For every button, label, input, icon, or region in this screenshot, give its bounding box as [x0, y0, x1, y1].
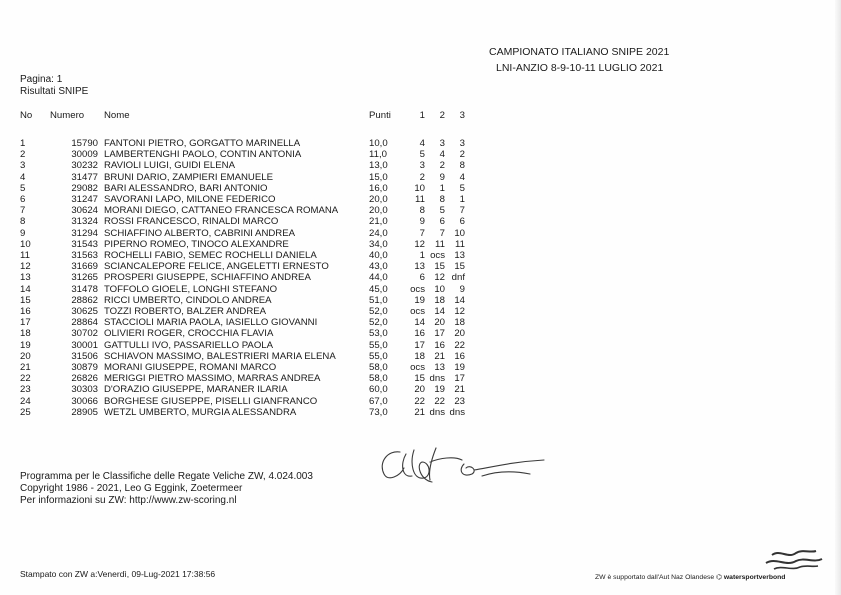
- program-info: [20, 471, 313, 507]
- cell-punti: 34,0: [369, 238, 388, 250]
- cell-numero: 30303: [71, 384, 98, 396]
- cell-punti: 53,0: [369, 328, 388, 340]
- program-line: Programma per le Classifiche delle Regate Veliche ZW, 4.024.003: [20, 471, 313, 482]
- table-row: [20, 295, 465, 306]
- cell-punti: 67,0: [369, 395, 388, 407]
- cell-punti: 24,0: [369, 227, 388, 239]
- table-row: [20, 373, 465, 384]
- cell-race-2: dns: [429, 406, 445, 418]
- cell-race-3: 7: [459, 205, 465, 217]
- cell-race-2: 18: [434, 294, 445, 306]
- cell-punti: 52,0: [369, 306, 388, 318]
- table-row: [20, 328, 465, 339]
- handwritten-signature: [370, 440, 550, 490]
- cell-race-2: 17: [434, 328, 445, 340]
- cell-race-1: 11: [415, 194, 425, 206]
- cell-race-1: ocs: [410, 306, 425, 318]
- cell-no: 6: [20, 194, 26, 206]
- cell-race-3: 6: [459, 216, 465, 228]
- cell-numero: 31478: [71, 283, 98, 295]
- cell-race-1: 22: [414, 395, 425, 407]
- col-header-no: No: [20, 110, 33, 121]
- table-row: [20, 149, 465, 160]
- cell-race-1: 18: [414, 350, 425, 362]
- cell-race-3: dns: [449, 406, 465, 418]
- cell-nome: BRUNI DARIO, ZAMPIERI EMANUELE: [104, 171, 273, 183]
- cell-race-1: 5: [419, 149, 425, 161]
- table-row: [20, 228, 465, 239]
- cell-numero: 29082: [71, 182, 98, 194]
- cell-race-2: 4: [439, 149, 445, 161]
- cell-numero: 31669: [71, 261, 98, 273]
- cell-nome: SCIANCALEPORE FELICE, ANGELETTI ERNESTO: [104, 261, 329, 273]
- cell-race-2: 2: [439, 160, 445, 172]
- results-table: [20, 110, 465, 418]
- col-header-nome: Nome: [104, 110, 130, 121]
- cell-no: 2: [20, 149, 26, 161]
- cell-nome: WETZL UMBERTO, MURGIA ALESSANDRA: [104, 406, 297, 418]
- cell-no: 1: [20, 138, 26, 149]
- cell-no: 22: [20, 373, 31, 385]
- table-header-row: [20, 110, 465, 128]
- cell-race-3: 12: [454, 306, 465, 318]
- cell-race-1: 14: [414, 317, 425, 329]
- cell-race-3: 1: [459, 194, 465, 206]
- cell-numero: 31247: [71, 194, 98, 206]
- cell-nome: PROSPERI GIUSEPPE, SCHIAFFINO ANDREA: [104, 272, 311, 284]
- cell-race-3: 4: [459, 171, 465, 183]
- cell-nome: OLIVIERI ROGER, CROCCHIA FLAVIA: [104, 328, 274, 340]
- cell-punti: 58,0: [369, 362, 388, 374]
- cell-numero: 28905: [71, 406, 98, 418]
- cell-punti: 45,0: [369, 283, 388, 295]
- cell-no: 14: [20, 283, 31, 295]
- cell-numero: 30232: [71, 160, 98, 172]
- table-row: [20, 384, 465, 395]
- cell-race-1: 13: [414, 261, 425, 273]
- cell-punti: 60,0: [369, 384, 388, 396]
- cell-race-3: 2: [459, 149, 465, 161]
- cell-numero: 31265: [71, 272, 98, 284]
- cell-no: 13: [20, 272, 31, 284]
- cell-no: 25: [20, 406, 31, 418]
- table-row: [20, 261, 465, 272]
- cell-race-2: 12: [434, 272, 445, 284]
- cell-race-2: 19: [434, 384, 445, 396]
- cell-nome: STACCIOLI MARIA PAOLA, IASIELLO GIOVANNI: [104, 317, 318, 329]
- results-body: [20, 138, 465, 418]
- cell-race-1: 2: [419, 171, 425, 183]
- cell-nome: BARI ALESSANDRO, BARI ANTONIO: [104, 182, 268, 194]
- cell-no: 4: [20, 171, 26, 183]
- scan-edge-shadow: [835, 0, 841, 595]
- cell-race-1: 19: [414, 294, 425, 306]
- cell-numero: 28862: [71, 294, 98, 306]
- table-row: [20, 362, 465, 373]
- col-header-race-2: 2: [439, 110, 445, 121]
- table-row: [20, 194, 465, 205]
- page-meta: [20, 74, 88, 98]
- cell-numero: 31324: [71, 216, 98, 228]
- support-text: ZW è supportato dall'Aut Naz Olandese: [595, 574, 715, 581]
- table-row: [20, 205, 465, 216]
- cell-race-3: 3: [459, 138, 465, 149]
- support-brand: watersportverbond: [723, 574, 786, 581]
- cell-numero: 31506: [71, 350, 98, 362]
- cell-race-1: 20: [414, 384, 425, 396]
- cell-race-1: 21: [414, 406, 425, 418]
- cell-race-2: 3: [439, 138, 445, 149]
- table-row: [20, 160, 465, 171]
- cell-no: 15: [20, 294, 31, 306]
- col-header-punti: Punti: [369, 110, 391, 121]
- copyright-line: Copyright 1986 - 2021, Leo G Eggink, Zoetermeer: [20, 483, 243, 494]
- cell-nome: RICCI UMBERTO, CINDOLO ANDREA: [104, 294, 272, 306]
- cell-race-2: 22: [434, 395, 445, 407]
- cell-race-1: 3: [419, 160, 425, 172]
- table-row: [20, 407, 465, 418]
- cell-race-2: 6: [439, 216, 445, 228]
- cell-punti: 52,0: [369, 317, 388, 329]
- cell-nome: ROSSI FRANCESCO, RINALDI MARCO: [104, 216, 279, 228]
- cell-no: 24: [20, 395, 31, 407]
- cell-no: 18: [20, 328, 31, 340]
- cell-numero: 30066: [71, 395, 98, 407]
- cell-race-1: 6: [419, 272, 425, 284]
- table-row: [20, 284, 465, 295]
- table-row: [20, 172, 465, 183]
- cell-race-3: 5: [459, 182, 465, 194]
- cell-punti: 16,0: [369, 182, 388, 194]
- cell-punti: 73,0: [369, 406, 388, 418]
- cell-race-2: dns: [429, 373, 445, 385]
- cell-race-3: 19: [454, 362, 465, 374]
- cell-punti: 20,0: [369, 205, 388, 217]
- cell-no: 23: [20, 384, 31, 396]
- cell-no: 17: [20, 317, 31, 329]
- results-title: Risultati SNIPE: [20, 86, 89, 97]
- cell-punti: 13,0: [369, 160, 388, 172]
- cell-nome: GATTULLI IVO, PASSARIELLO PAOLA: [104, 339, 274, 351]
- cell-numero: 30702: [71, 328, 98, 340]
- championship-title: CAMPIONATO ITALIANO SNIPE 2021: [489, 46, 670, 58]
- cell-race-2: 10: [434, 283, 445, 295]
- cell-race-3: 20: [454, 328, 465, 340]
- cell-race-3: 23: [454, 395, 465, 407]
- col-header-numero: Numero: [50, 110, 85, 121]
- cell-race-1: 10: [414, 182, 425, 194]
- cell-punti: 44,0: [369, 272, 388, 284]
- cell-nome: SCHIAVON MASSIMO, BALESTRIERI MARIA ELENA: [104, 350, 336, 362]
- cell-race-1: 15: [414, 373, 425, 385]
- table-row: [20, 272, 465, 283]
- cell-race-3: 22: [454, 339, 465, 351]
- cell-race-1: 9: [419, 216, 425, 228]
- printed-timestamp: Stampato con ZW a:Venerdì, 09-Lug-2021 17:38:56: [20, 569, 216, 579]
- cell-no: 7: [20, 205, 26, 217]
- cell-no: 8: [20, 216, 26, 228]
- cell-nome: BORGHESE GIUSEPPE, PISELLI GIANFRANCO: [104, 395, 318, 407]
- cell-race-1: 8: [419, 205, 425, 217]
- cell-no: 21: [20, 362, 31, 374]
- cell-numero: 31543: [71, 238, 98, 250]
- cell-punti: 15,0: [369, 171, 388, 183]
- support-separator: ⌬: [716, 574, 724, 581]
- col-header-race-3: 3: [459, 110, 465, 121]
- cell-nome: MORANI DIEGO, CATTANEO FRANCESCA ROMANA: [104, 205, 339, 217]
- table-row: [20, 351, 465, 362]
- cell-punti: 51,0: [369, 294, 388, 306]
- cell-race-1: 1: [419, 250, 425, 262]
- cell-race-3: 15: [454, 261, 465, 273]
- cell-no: 16: [20, 306, 31, 318]
- cell-numero: 28864: [71, 317, 98, 329]
- page-number: Pagina: 1: [20, 74, 63, 85]
- header-spacer: [20, 128, 465, 138]
- cell-race-1: ocs: [410, 362, 425, 374]
- cell-no: 20: [20, 350, 31, 362]
- cell-race-3: 17: [454, 373, 465, 385]
- cell-nome: MERIGGI PIETRO MASSIMO, MARRAS ANDREA: [104, 373, 321, 385]
- cell-no: 9: [20, 227, 26, 239]
- cell-no: 19: [20, 339, 31, 351]
- cell-race-2: 9: [439, 171, 445, 183]
- cell-nome: FANTONI PIETRO, GORGATTO MARINELLA: [104, 138, 301, 149]
- cell-race-2: 15: [434, 261, 445, 273]
- cell-nome: TOZZI ROBERTO, BALZER ANDREA: [104, 306, 267, 318]
- table-row: [20, 239, 465, 250]
- cell-race-1: 17: [414, 339, 425, 351]
- table-row: [20, 138, 465, 149]
- cell-nome: TOFFOLO GIOELE, LONGHI STEFANO: [104, 283, 278, 295]
- cell-no: 3: [20, 160, 26, 172]
- cell-punti: 20,0: [369, 194, 388, 206]
- cell-punti: 55,0: [369, 339, 388, 351]
- cell-punti: 55,0: [369, 350, 388, 362]
- col-header-race-1: 1: [419, 110, 425, 121]
- cell-numero: 31477: [71, 171, 98, 183]
- cell-nome: RAVIOLI LUIGI, GUIDI ELENA: [104, 160, 235, 172]
- cell-nome: LAMBERTENGHI PAOLO, CONTIN ANTONIA: [104, 149, 302, 161]
- cell-nome: MORANI GIUSEPPE, ROMANI MARCO: [104, 362, 277, 374]
- cell-numero: 31563: [71, 250, 98, 262]
- location-dates: LNI-ANZIO 8-9-10-11 LUGLIO 2021: [496, 62, 664, 74]
- cell-nome: SAVORANI LAPO, MILONE FEDERICO: [104, 194, 276, 206]
- cell-punti: 10,0: [369, 138, 388, 149]
- cell-nome: ROCHELLI FABIO, SEMEC ROCHELLI DANIELA: [104, 250, 317, 262]
- championship-header: [489, 44, 669, 76]
- table-row: [20, 250, 465, 261]
- cell-nome: D'ORAZIO GIUSEPPE, MARANER ILARIA: [104, 384, 288, 396]
- table-row: [20, 183, 465, 194]
- cell-punti: 43,0: [369, 261, 388, 273]
- cell-numero: 30001: [71, 339, 98, 351]
- cell-race-1: 12: [414, 238, 425, 250]
- table-row: [20, 340, 465, 351]
- cell-race-2: 21: [434, 350, 445, 362]
- cell-numero: 30009: [71, 149, 98, 161]
- table-row: [20, 317, 465, 328]
- cell-numero: 26826: [71, 373, 98, 385]
- cell-race-3: 18: [454, 317, 465, 329]
- cell-race-2: 5: [439, 205, 445, 217]
- cell-numero: 30625: [71, 306, 98, 318]
- cell-numero: 31294: [71, 227, 98, 239]
- cell-numero: 30879: [71, 362, 98, 374]
- cell-no: 12: [20, 261, 31, 273]
- table-row: [20, 396, 465, 407]
- cell-race-3: 14: [454, 294, 465, 306]
- wave-logo-icon: [764, 545, 824, 573]
- cell-punti: 21,0: [369, 216, 388, 228]
- cell-race-3: 9: [459, 283, 465, 295]
- cell-race-3: 16: [454, 350, 465, 362]
- table-row: [20, 306, 465, 317]
- cell-nome: SCHIAFFINO ALBERTO, CABRINI ANDREA: [104, 227, 296, 239]
- cell-numero: 15790: [71, 138, 98, 149]
- cell-race-1: 16: [414, 328, 425, 340]
- cell-no: 5: [20, 182, 26, 194]
- cell-race-2: ocs: [430, 250, 445, 262]
- cell-race-3: 10: [454, 227, 465, 239]
- cell-race-3: 13: [454, 250, 465, 262]
- cell-numero: 30624: [71, 205, 98, 217]
- cell-race-2: 13: [434, 362, 445, 374]
- cell-race-1: 4: [419, 138, 425, 149]
- cell-race-2: 11: [435, 238, 445, 250]
- cell-punti: 58,0: [369, 373, 388, 385]
- cell-punti: 40,0: [369, 250, 388, 262]
- cell-punti: 11,0: [369, 149, 387, 161]
- cell-race-2: 7: [439, 227, 445, 239]
- cell-race-2: 20: [434, 317, 445, 329]
- cell-no: 11: [20, 250, 30, 262]
- cell-race-2: 1: [439, 182, 445, 194]
- table-row: [20, 216, 465, 227]
- cell-race-3: 11: [455, 238, 465, 250]
- cell-race-3: 8: [459, 160, 465, 172]
- cell-race-1: 7: [419, 227, 425, 239]
- cell-race-3: 21: [454, 384, 465, 396]
- cell-nome: PIPERNO ROMEO, TINOCO ALEXANDRE: [104, 238, 289, 250]
- cell-race-2: 14: [434, 306, 445, 318]
- cell-race-2: 16: [434, 339, 445, 351]
- info-line: Per informazioni su ZW: http://www.zw-scoring.nl: [20, 495, 237, 506]
- cell-race-2: 8: [439, 194, 445, 206]
- support-note: [595, 573, 785, 581]
- cell-no: 10: [20, 238, 31, 250]
- cell-race-3: dnf: [451, 272, 465, 284]
- cell-race-1: ocs: [410, 283, 425, 295]
